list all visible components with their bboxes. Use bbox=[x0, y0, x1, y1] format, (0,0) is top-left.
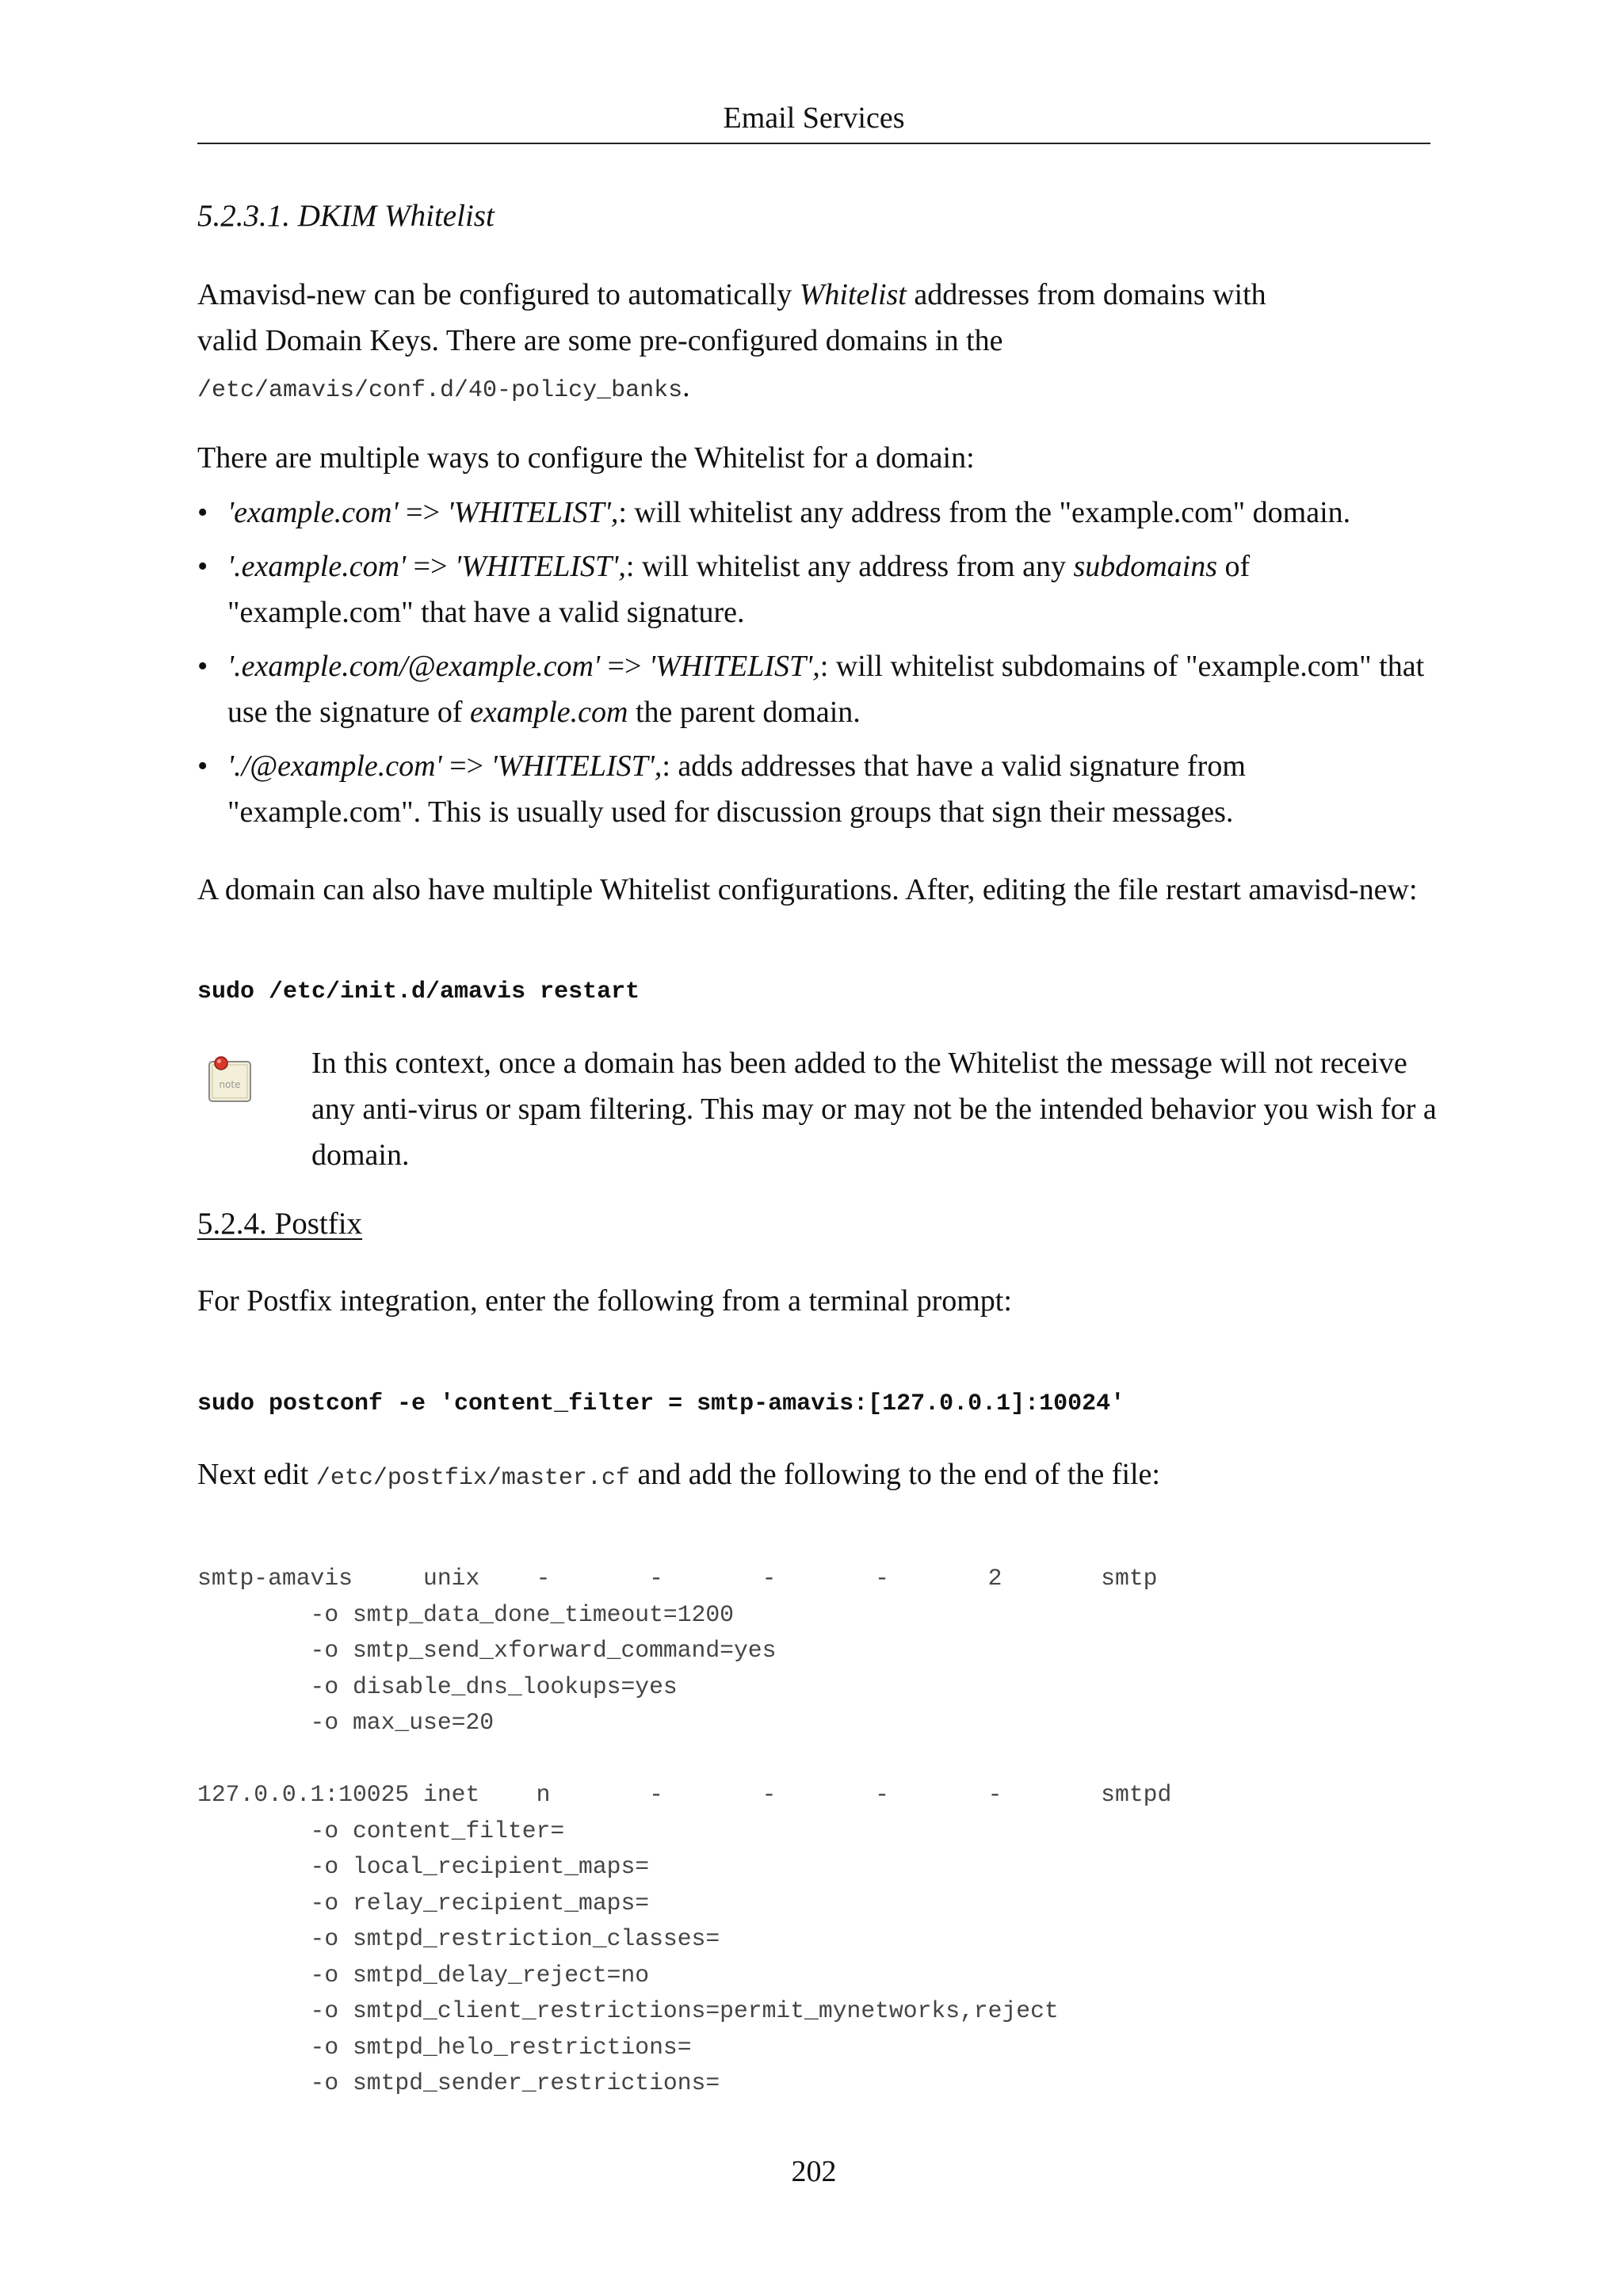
arrow-operator: => bbox=[406, 550, 456, 583]
header-rule bbox=[197, 143, 1430, 144]
domain-pattern: './@example.com' bbox=[227, 749, 442, 783]
whitelist-value: 'WHITELIST', bbox=[447, 496, 619, 529]
policy-banks-path: /etc/amavis/conf.d/40-policy_banks bbox=[197, 377, 683, 404]
instruction-text-end: and add the following to the end of the file: bbox=[629, 1458, 1160, 1491]
running-header: Email Services bbox=[723, 101, 905, 135]
note-icon bbox=[204, 1054, 257, 1106]
intro-text-start: Amavisd-new can be configured to automatically bbox=[197, 278, 800, 311]
intro-text-end: . bbox=[682, 370, 690, 403]
master-cf-code-block: smtp-amavis unix - - - - 2 smtp -o smtp_data_done_timeout=1200 -o smtp_send_xforward_command=yes -o disable_dns_lookups=yes -o max_use=20 127.0.0.1:10025 inet n - - - - smtpd -o content_filter= -o local_recipient_maps= -o relay_recipient_maps= -o smtpd_restriction_classes= -o smtpd_delay_reject=no -o smtpd_client_restrictions=permit_mynetworks,reject -o smtpd_helo_restrictions= -o smtpd_sender_restrictions= bbox=[197, 1565, 1172, 2096]
option-description: : will whitelist subdomains of "example.com" that use the signature of bbox=[227, 650, 1425, 729]
section-heading-postfix: 5.2.4. Postfix bbox=[197, 1207, 363, 1241]
dkim-intro-paragraph bbox=[197, 272, 1307, 414]
arrow-operator: => bbox=[398, 496, 448, 529]
option-description: : will whitelist any address from the "example.com" domain. bbox=[618, 496, 1351, 529]
emphasized-term: example.com bbox=[470, 696, 628, 729]
svg-text:note: note bbox=[219, 1079, 241, 1090]
emphasized-term: subdomains bbox=[1073, 550, 1218, 583]
master-cf-path: /etc/postfix/master.cf bbox=[315, 1465, 630, 1492]
whitelist-value: 'WHITELIST', bbox=[455, 550, 626, 583]
postfix-intro-paragraph: For Postfix integration, enter the following from a terminal prompt: bbox=[197, 1284, 1012, 1318]
instruction-text-start: Next edit bbox=[197, 1458, 316, 1491]
arrow-operator: => bbox=[441, 749, 491, 783]
option-description: : will whitelist any address from any bbox=[625, 550, 1074, 583]
intro-whitelist-term: Whitelist bbox=[799, 278, 907, 311]
option-description: : adds addresses that have a valid signature from "example.com". This is usually used for discussion groups that sign their messages. bbox=[227, 749, 1246, 829]
multiple-configurations-paragraph: A domain can also have multiple Whitelist configurations. After, editing the file restart amavisd-new: bbox=[197, 873, 1418, 906]
whitelist-value: 'WHITELIST', bbox=[648, 650, 820, 683]
whitelist-options-list bbox=[197, 490, 1434, 843]
list-item bbox=[197, 490, 1434, 536]
intro-text-middle: addresses from domains with valid Domain Keys. There are some pre-configured domains in the bbox=[197, 278, 1266, 357]
list-item bbox=[197, 643, 1434, 735]
list-item bbox=[197, 543, 1434, 635]
option-description-end: the parent domain. bbox=[628, 696, 861, 729]
list-item bbox=[197, 743, 1434, 835]
section-heading-dkim-whitelist: 5.2.3.1. DKIM Whitelist bbox=[197, 199, 495, 233]
domain-pattern: '.example.com/@example.com' bbox=[227, 650, 601, 683]
whitelist-ways-intro: There are multiple ways to configure the Whitelist for a domain: bbox=[197, 441, 975, 475]
domain-pattern: 'example.com' bbox=[227, 496, 399, 529]
note-text: In this context, once a domain has been added to the Whitelist the message will not receive any anti-virus or spam filtering. This may or may not be the intended behavior you wish for a domain. bbox=[311, 1047, 1437, 1172]
postconf-command: sudo postconf -e 'content_filter = smtp-amavis:[127.0.0.1]:10024' bbox=[197, 1390, 1125, 1417]
domain-pattern: '.example.com' bbox=[227, 550, 407, 583]
amavis-restart-command: sudo /etc/init.d/amavis restart bbox=[197, 978, 640, 1005]
page-number: 202 bbox=[791, 2155, 837, 2188]
option-description-end: of "example.com" that have a valid signature. bbox=[227, 550, 1251, 629]
master-cf-instruction bbox=[197, 1451, 1430, 1501]
whitelist-value: 'WHITELIST', bbox=[491, 749, 663, 783]
arrow-operator: => bbox=[600, 650, 649, 683]
